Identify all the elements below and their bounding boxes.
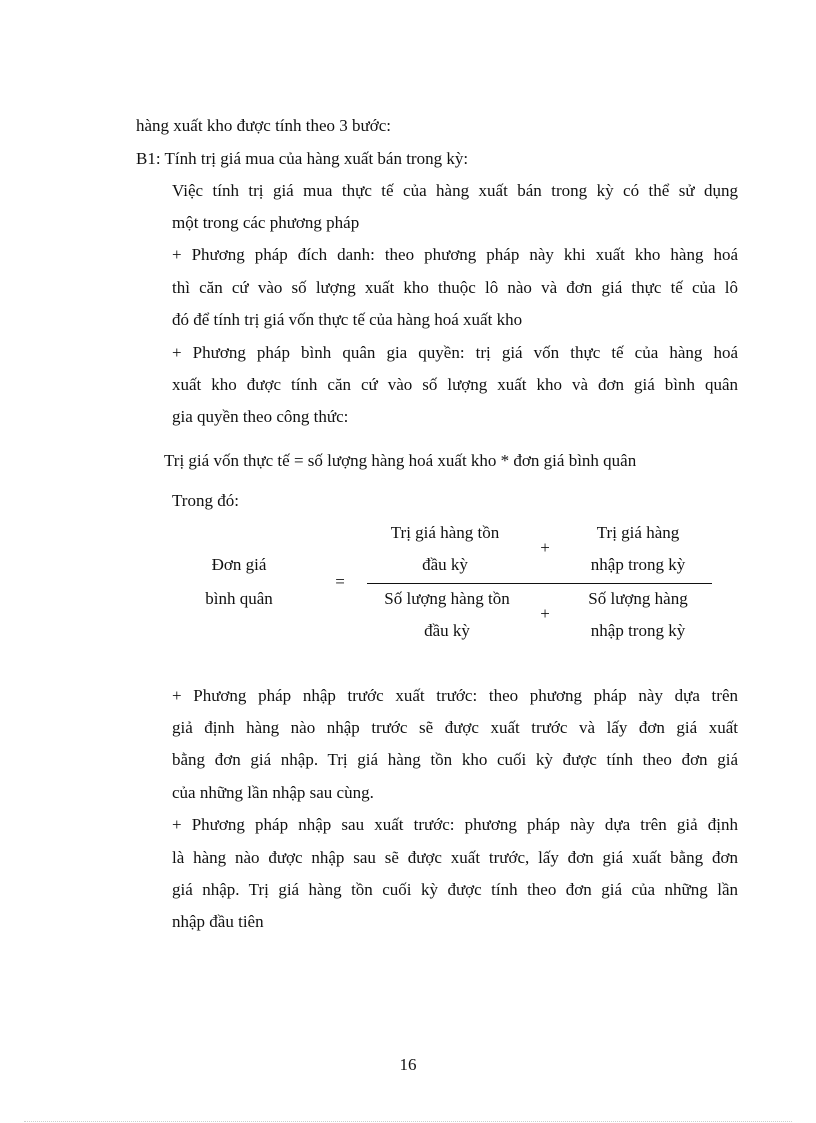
text-line: xuất kho được tính căn cứ vào số lượng xuất kho và đơn giá bình quân	[172, 375, 738, 394]
denominator-term-b-line1: Số lượng hàng	[588, 589, 688, 608]
text-line: bằng đơn giá nhập. Trị giá hàng tồn kho cuối kỳ được tính theo đơn giá	[172, 750, 738, 769]
denominator-plus-sign: +	[540, 604, 550, 623]
fraction-bar	[367, 583, 712, 584]
denominator-term-b-line2: nhập trong kỳ	[590, 621, 686, 640]
text-line: + Phương pháp nhập sau xuất trước: phương pháp này dựa trên giả định	[172, 815, 738, 834]
text-line: của những lần nhập sau cùng.	[172, 783, 374, 802]
text-line: giá nhập. Trị giá hàng tồn cuối kỳ được tính theo đơn giá của những lần	[172, 880, 738, 899]
numerator-term-b-line1: Trị giá hàng	[596, 523, 680, 542]
text-line: gia quyền theo công thức:	[172, 407, 349, 426]
step-b1-heading: B1: Tính trị giá mua của hàng xuất bán trong kỳ:	[136, 149, 469, 168]
formula-lhs-line1: Đơn giá	[211, 555, 267, 574]
numerator-plus-sign: +	[540, 538, 550, 557]
text-line: Việc tính trị giá mua thực tế của hàng xuất bán trong kỳ có thể sử dụng	[172, 181, 738, 200]
text-line: đó để tính trị giá vốn thực tế của hàng hoá xuất kho	[172, 310, 523, 329]
paragraph-intro: hàng xuất kho được tính theo 3 bước:	[136, 116, 391, 135]
text-line: giả định hàng nào nhập trước sẽ được xuất trước và lấy đơn giá xuất	[172, 718, 738, 737]
numerator-term-b-line2: nhập trong kỳ	[590, 555, 686, 574]
text-line: + Phương pháp bình quân gia quyền: trị giá vốn thực tế của hàng hoá	[172, 343, 738, 362]
denominator-term-a-line1: Số lượng hàng tồn	[384, 589, 510, 608]
page-number: 16	[399, 1055, 417, 1074]
text-line: thì căn cứ vào số lượng xuất kho thuộc lô nào và đơn giá thực tế của lô	[172, 278, 738, 297]
trong-do-label: Trong đó:	[172, 491, 239, 510]
text-line: nhập đầu tiên	[172, 912, 264, 931]
text-line: một trong các phương pháp	[172, 213, 360, 232]
numerator-term-a-line2: đầu kỳ	[422, 555, 468, 574]
text-line: + Phương pháp nhập trước xuất trước: theo phương pháp này dựa trên	[172, 686, 738, 705]
page-bottom-border	[24, 1121, 792, 1122]
numerator-term-a-line1: Trị giá hàng tồn	[390, 523, 500, 542]
denominator-term-a-line2: đầu kỳ	[424, 621, 470, 640]
text-line: là hàng nào được nhập sau sẽ được xuất trước, lấy đơn giá xuất bằng đơn	[172, 848, 738, 867]
main-formula: Trị giá vốn thực tế = số lượng hàng hoá xuất kho * đơn giá bình quân	[164, 451, 637, 470]
formula-equals-sign: =	[335, 572, 345, 591]
formula-lhs-line2: bình quân	[205, 589, 273, 608]
text-line: + Phương pháp đích danh: theo phương pháp này khi xuất kho hàng hoá	[172, 245, 738, 264]
